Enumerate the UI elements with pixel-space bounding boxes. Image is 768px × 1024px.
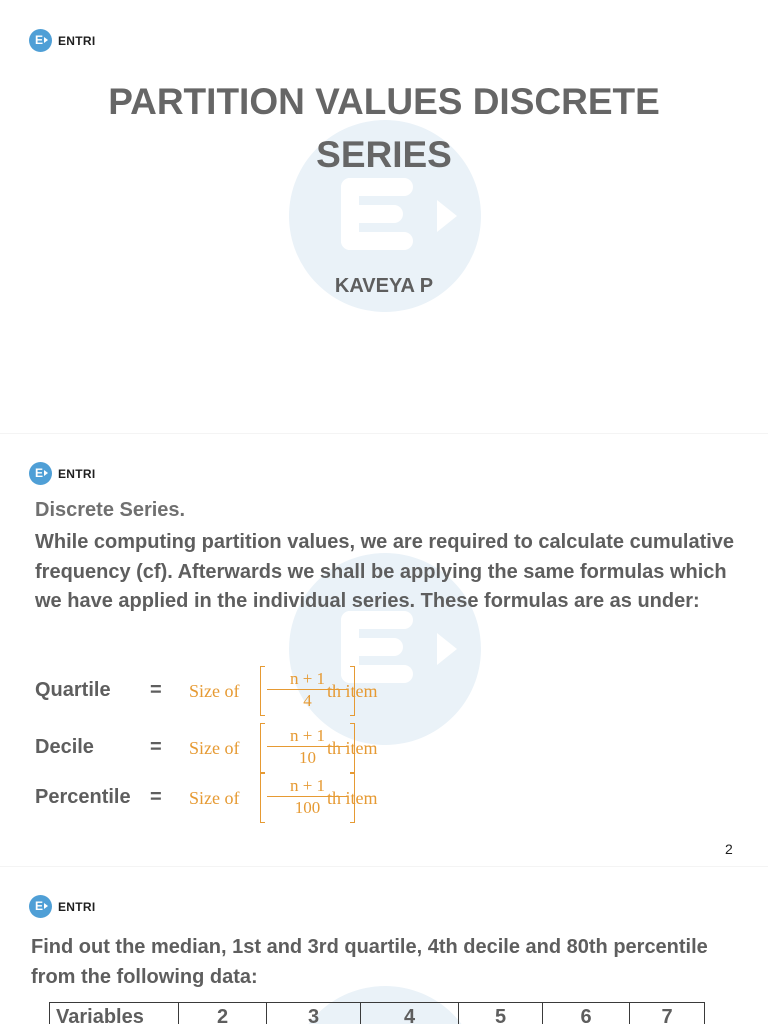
section-heading: Discrete Series. bbox=[35, 499, 186, 521]
formula-denominator: 100 bbox=[294, 798, 321, 817]
formula-quartile bbox=[35, 666, 555, 716]
formula-prefix: Size of bbox=[189, 788, 240, 808]
table-cell: 5 bbox=[459, 1003, 543, 1024]
formula-equals: = bbox=[150, 736, 162, 758]
entri-logo-icon: E bbox=[29, 29, 52, 52]
formula-denominator: 10 bbox=[299, 748, 316, 767]
formula-decile bbox=[35, 723, 555, 773]
formula-numerator: n + 1 bbox=[267, 776, 348, 797]
slide-title: PARTITION VALUES DISCRETE SERIES bbox=[108, 81, 660, 175]
table-row bbox=[50, 1003, 705, 1024]
formula-name: Quartile bbox=[35, 679, 111, 701]
brand-logo bbox=[29, 29, 96, 52]
formula-suffix: th item bbox=[327, 681, 378, 701]
problem-slide bbox=[0, 866, 768, 1024]
formula-denominator: 4 bbox=[303, 691, 312, 710]
body-paragraph: While computing partition values, we are required to calculate cumulative frequency (cf). Afterwards we shall be applying the same formulas which we have applied in the individual series. These formulas are as under: bbox=[35, 531, 735, 612]
table-cell: 3 bbox=[267, 1003, 361, 1024]
entri-logo-icon: E bbox=[29, 462, 52, 485]
formula-percentile bbox=[35, 773, 555, 823]
formula-suffix: th item bbox=[327, 738, 378, 758]
data-table bbox=[49, 1002, 705, 1024]
brand-name: ENTRI bbox=[58, 899, 96, 914]
brand-name: ENTRI bbox=[58, 466, 96, 481]
brand-logo bbox=[29, 895, 96, 918]
table-cell: 4 bbox=[361, 1003, 459, 1024]
entri-logo-icon: E bbox=[29, 895, 52, 918]
discrete-series-slide bbox=[0, 433, 768, 866]
table-cell: 2 bbox=[179, 1003, 267, 1024]
question-text: Find out the median, 1st and 3rd quartile, 4th decile and 80th percentile from the following data: bbox=[31, 936, 708, 988]
table-row-label: Variables bbox=[50, 1003, 179, 1024]
brand-name: ENTRI bbox=[58, 33, 96, 48]
formula-numerator: n + 1 bbox=[267, 669, 348, 690]
formula-equals: = bbox=[150, 786, 162, 808]
formula-name: Percentile bbox=[35, 786, 131, 808]
page-number: 2 bbox=[725, 841, 733, 857]
formula-equals: = bbox=[150, 679, 162, 701]
title-slide bbox=[0, 0, 768, 433]
brand-logo bbox=[29, 462, 96, 485]
formula-numerator: n + 1 bbox=[267, 726, 348, 747]
formula-prefix: Size of bbox=[189, 738, 240, 758]
formula-suffix: th item bbox=[327, 788, 378, 808]
table-cell: 7 bbox=[630, 1003, 705, 1024]
formula-prefix: Size of bbox=[189, 681, 240, 701]
table-cell: 6 bbox=[543, 1003, 630, 1024]
author-name: KAVEYA P bbox=[334, 275, 434, 297]
formula-name: Decile bbox=[35, 736, 94, 758]
